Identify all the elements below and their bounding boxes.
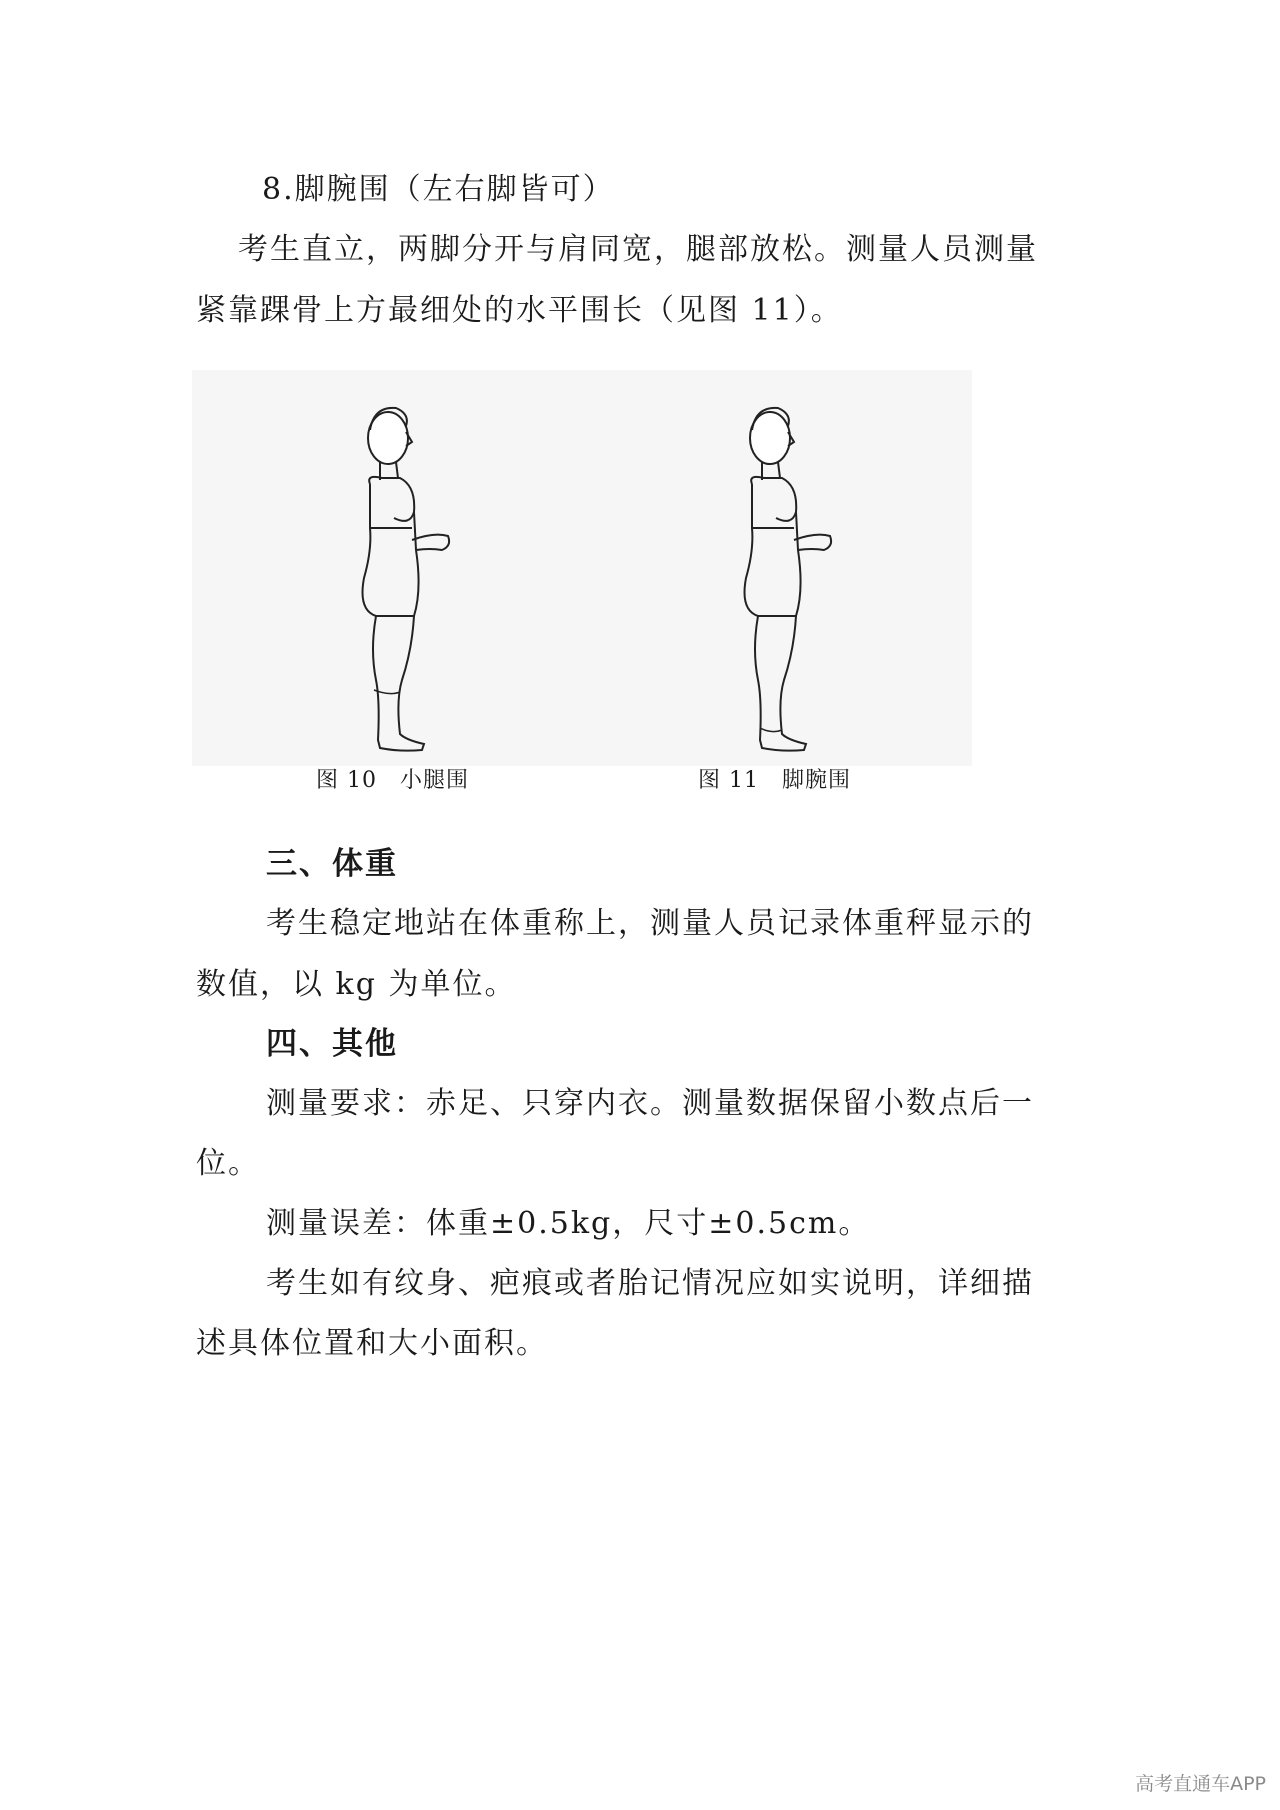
section-3-heading: 三、体重 <box>266 846 398 882</box>
section-3-paragraph-line-1: 考生稳定地站在体重称上，测量人员记录体重秤显示的 <box>266 906 1034 941</box>
measurement-requirements-line-2: 位。 <box>196 1146 260 1181</box>
measurement-requirements-line-1: 测量要求：赤足、只穿内衣。测量数据保留小数点后一 <box>266 1086 1034 1121</box>
standing-figure-ankle-measurement-icon <box>712 400 862 760</box>
section-8-paragraph-line-2: 紧靠踝骨上方最细处的水平围长（见图 11）。 <box>196 293 843 328</box>
section-8-paragraph-line-1: 考生直立，两脚分开与肩同宽，腿部放松。测量人员测量 <box>238 232 1038 267</box>
tattoo-note-line-2: 述具体位置和大小面积。 <box>196 1326 548 1361</box>
tattoo-note-line-1: 考生如有纹身、疤痕或者胎记情况应如实说明，详细描 <box>266 1266 1034 1301</box>
section-8-heading: 8.脚腕围（左右脚皆可） <box>262 172 615 207</box>
section-4-heading: 四、其他 <box>266 1026 398 1062</box>
figure-10-caption: 图 10 小腿围 <box>316 768 469 793</box>
measurement-error-line: 测量误差：体重±0.5kg，尺寸±0.5cm。 <box>266 1206 871 1241</box>
app-watermark: 高考直通车APP <box>1135 1773 1266 1795</box>
figure-11-caption: 图 11 脚腕围 <box>698 768 851 793</box>
section-3-paragraph-line-2: 数值，以 kg 为单位。 <box>196 967 517 1002</box>
standing-figure-calf-measurement-icon <box>330 400 480 760</box>
